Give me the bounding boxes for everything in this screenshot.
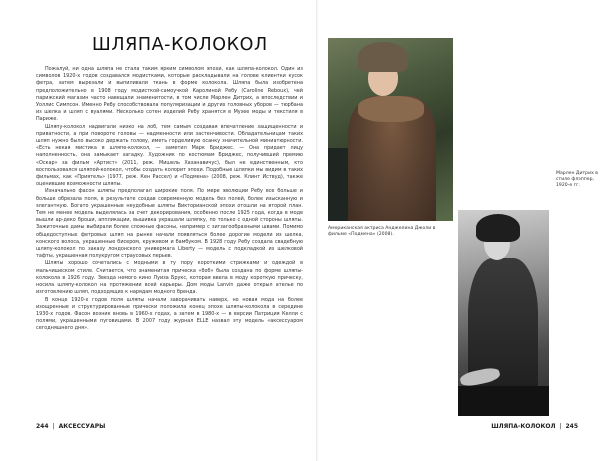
photo-fur-collar bbox=[358, 96, 424, 122]
paragraph-2: Шляпу-колокол надвигали низко на лоб, тем самым создавая впечатление защищенности и приватности, а при повороте головы — надменности или застенчивости. Обладательницам таких шляп нужно было высоко держать голову, иметь горделивую осанку значительной миниатюрности. «Есть некая мистика в шляпе-колокол, — заметил Марк Бриджес. — Она придает лицу наполненность, она замыкает загадку. Художник по костюмам Бриджес, получивший премию «Оскар» за фильм «Артист» (2011, реж. Мишель Хазанавичус), был не единственным, кто воспользовался шляпой-колокол, чтобы создать колорит эпохи. Подобные шляпки мы видим в таких фильмах, как «Приятель» (1977, реж. Кен Рассел) и «Подмена» (2008, реж. Клинт Иствуд), также оценившие возможности шляпы. bbox=[36, 123, 303, 188]
footer-separator: | bbox=[52, 423, 55, 430]
right-footer bbox=[491, 423, 578, 430]
right-page-number: 245 bbox=[565, 423, 578, 430]
right-running-head: ШЛЯПА-КОЛОКОЛ bbox=[491, 423, 556, 430]
article-body bbox=[36, 66, 303, 409]
photo-angelina-jolie bbox=[328, 38, 453, 221]
paragraph-5: В конце 1920-х годов поля шляпы начали заворачивать наверх, но новая мода на более изощренные и структурированные прически положила конец эпохе шляпы-колокола в середине 1930-х годов. Фасон возник вновь в 1960-х годах, а затем в 1980-х — в версии Патриция Келли с полями, украшенными пуговицами. В 2007 году журнал ELLE назвал эту модель «аксессуаром сегодняшнего дня». bbox=[36, 296, 303, 332]
photo-cloche-hat bbox=[358, 42, 408, 72]
photo-bench bbox=[458, 386, 549, 416]
page-title: ШЛЯПА-КОЛОКОЛ bbox=[92, 35, 268, 55]
paragraph-3: Изначально фасон шляпы предполагал широкие поля. По мере эволюции Ребу все больше и больше обрезала поля, в результате создав современную модель без полей, более изысканную и элегантную. Богато украшенные неудобные шляпы Викторианской эпохи отошли на второй план. Тем не менее модель выделялась за счет декорирования, особенно после 1925 года, когда в моде вышли ар-деко броши, аппликации, вышивка украшали шляпку, по только с одной стороны шляпы. Зажиточные дамы выбирали более сложные фасоны, например с зигзагообразными швами. Помимо общедоступных фетровых шляп на рынке начали появляться более дорогие модели из шелка, конского волоса, украшенные бисером, кружевом и бамбуком. В 1928 году Ребу создала свадебную шляпу-колокол по заказу лондонского универмага Liberty — модель с подкладкой из шелковой тафты, украшенная полукругом страусовых перьев. bbox=[36, 188, 303, 260]
caption-marlene-dietrich: Марлен Дитрих в стиле флэппер, 1920-е гг. bbox=[556, 171, 598, 188]
footer-separator: | bbox=[559, 423, 562, 430]
paragraph-1: Пожалуй, ни одна шляпа не стала таким ярким символом эпохи, как шляпа-колокол. Один из символов 1920-х годов создавался модистками, которые раскладывали на голове клиентки кусок фетра, затем вырезали и выпиливали ткань в форме колокола. Шляпа была изобретена предположительно в 1908 году модисткой-самоучкой Каролиной Ребу (Caroline Reboux), чей парижский магазин часто навещали знаменитости, в том числе Марлен Дитрих, а впоследствии и Уоллис Симпсон. Именно Ребу способствовала популяризации и других головных уборов — тюрбана из шелка и шляп с вуалями. Несколько сотен изделий Ребу хранятся в Музее моды и текстиля в Париже. bbox=[36, 66, 303, 123]
left-running-head: АКСЕССУАРЫ bbox=[58, 423, 106, 430]
right-page bbox=[318, 0, 608, 461]
photo-marlene-dietrich bbox=[458, 210, 549, 416]
photo-cloche-hat bbox=[476, 214, 520, 242]
paragraph-4: Шляпы хорошо сочетались с модными в ту пору короткими стрижками и одеждой в мальчишеском стиле. Считается, что знаменитая прическа «боб» была создана по форме шляпы-колокола в 1926 году. Звезда немого кино Луиза Брукс, которая ввела в моду короткую прическу, носила шляпу-колокол на протяжении всей карьеры. Дом моды Lanvin даже открыл ателье по изготовлению шляп, подходящих к нарядам модного бренда. bbox=[36, 260, 303, 296]
left-page-number: 244 bbox=[36, 423, 49, 430]
caption-angelina-jolie: Американская актриса Анджелина Джоли в фильме «Подмена» (2008). bbox=[328, 226, 436, 237]
left-footer bbox=[36, 423, 105, 430]
